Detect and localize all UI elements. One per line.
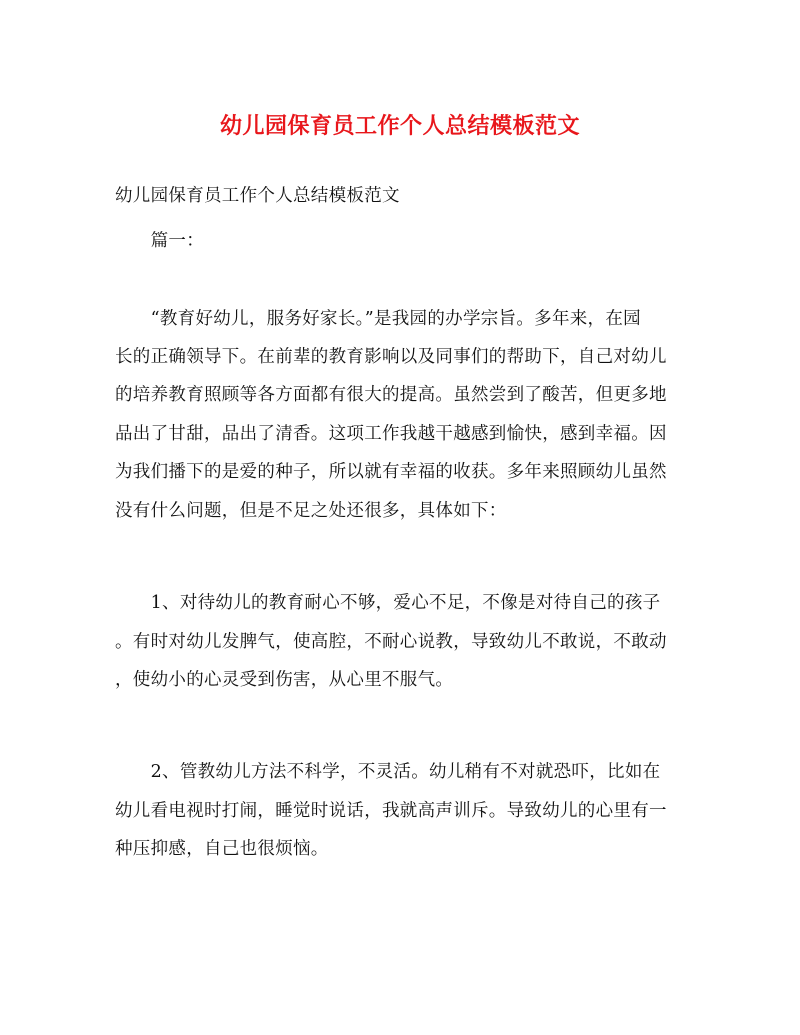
paragraph-line: 2、管教幼儿方法不科学，不灵活。幼儿稍有不对就恐吓，比如在 bbox=[115, 762, 661, 782]
paragraph-line: 长的正确领导下。在前辈的教育影响以及同事们的帮助下，自己对幼儿 bbox=[115, 347, 667, 367]
paragraph-line: 的培养教育照顾等各方面都有很大的提高。虽然尝到了酸苦，但更多地 bbox=[115, 385, 667, 405]
paragraph-line: 1、对待幼儿的教育耐心不够，爱心不足，不像是对待自己的孩子 bbox=[115, 593, 661, 613]
paragraph-line: 幼儿看电视时打闹，睡觉时说话，我就高声训斥。导致幼儿的心里有一 bbox=[115, 801, 667, 821]
paragraph-line: 。有时对幼儿发脾气，使高腔，不耐心说教，导致幼儿不敢说，不敢动 bbox=[115, 632, 667, 652]
paragraph-line: 为我们播下的是爱的种子，所以就有幸福的收获。多年来照顾幼儿虽然 bbox=[115, 462, 667, 482]
document-title: 幼儿园保育员工作个人总结模板范文 bbox=[219, 113, 580, 139]
paragraph-line: 种压抑感，自己也很烦恼。 bbox=[115, 839, 329, 859]
section-heading: 篇一： bbox=[115, 231, 204, 251]
paragraph-line: 没有什么问题，但是不足之处还很多，具体如下： bbox=[115, 501, 507, 521]
paragraph-line: “教育好幼儿，服务好家长。”是我园的办学宗旨。多年来，在园 bbox=[115, 309, 641, 329]
paragraph-line: 品出了甘甜，品出了清香。这项工作我越干越感到愉快，感到幸福。因 bbox=[115, 424, 667, 444]
subtitle-line: 幼儿园保育员工作个人总结模板范文 bbox=[115, 186, 400, 206]
paragraph-line: ，使幼小的心灵受到伤害，从心里不服气。 bbox=[115, 670, 454, 690]
